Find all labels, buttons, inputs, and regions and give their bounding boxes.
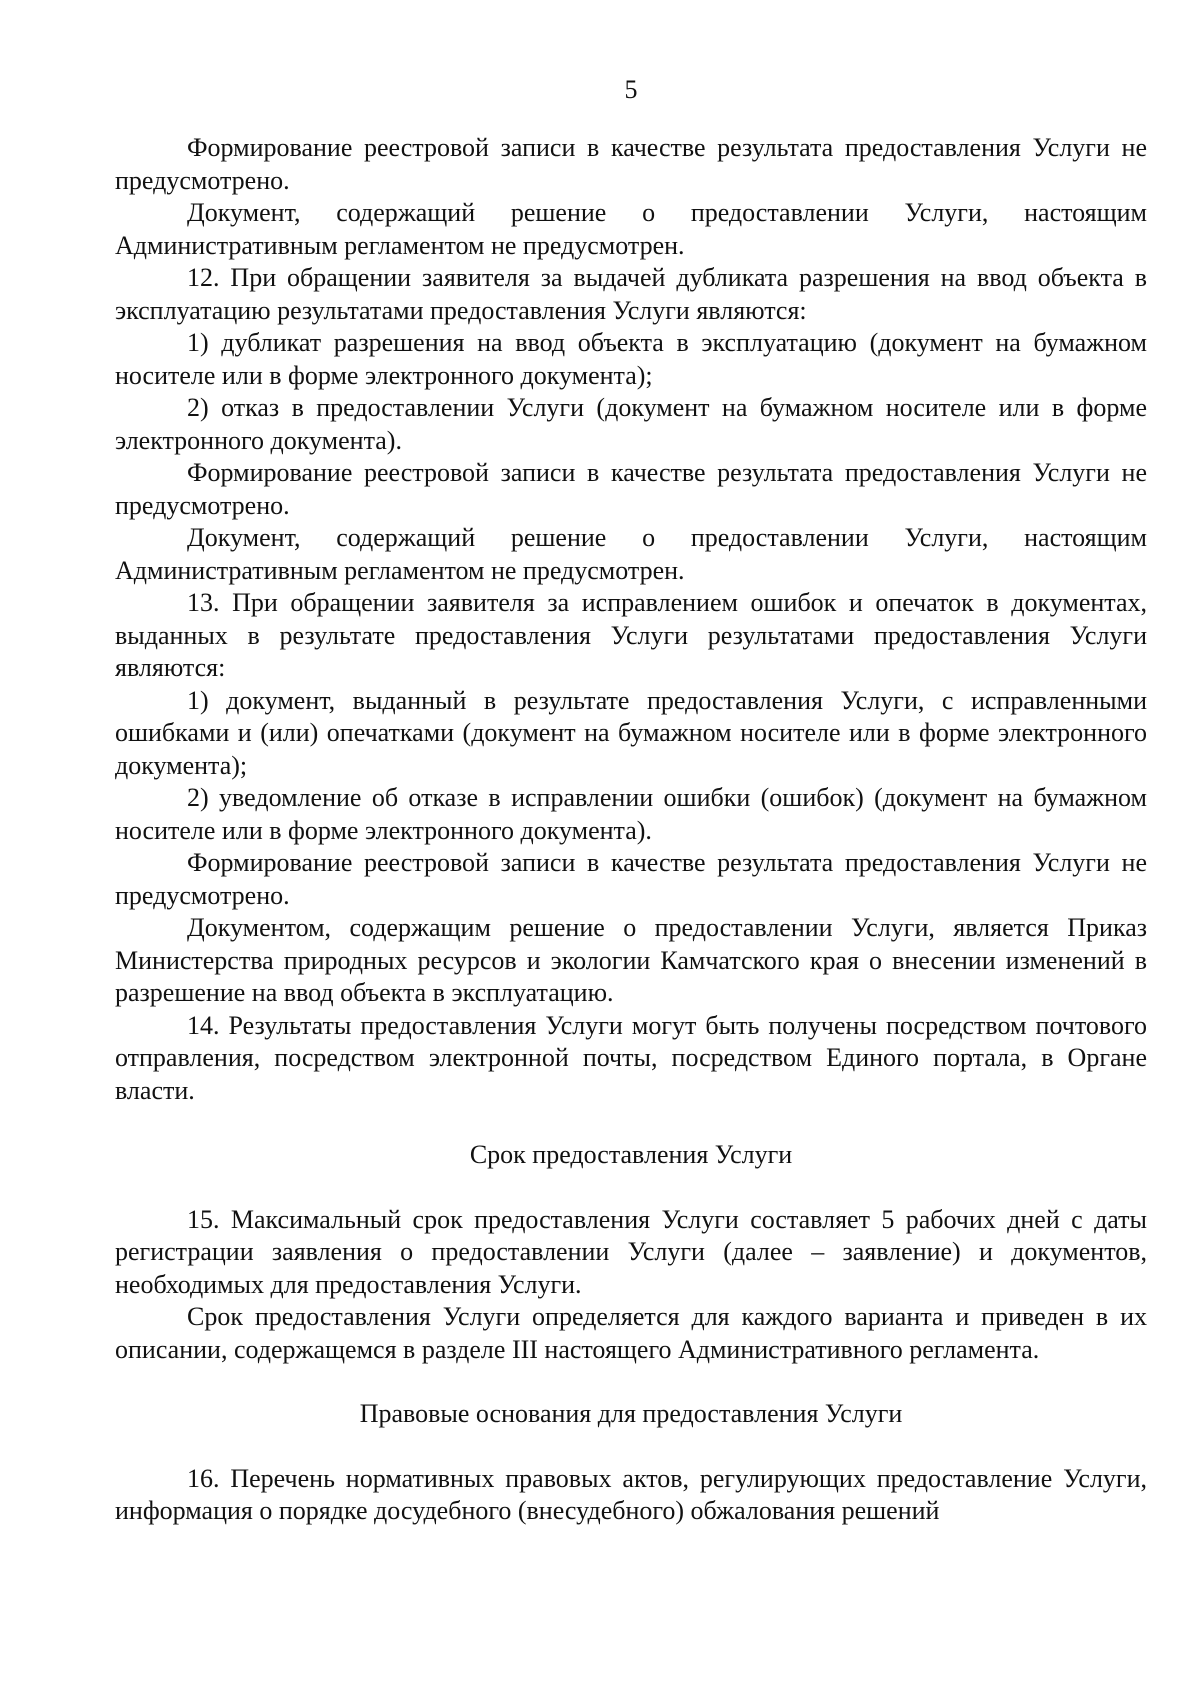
document-body: [115, 132, 1147, 1528]
list-item: 1) документ, выданный в результате предоставления Услуги, с исправленными ошибками и (или) опечатками (документ на бумажном носителе или в форме электронного документа);: [115, 685, 1147, 780]
section-heading: Правовые основания для предоставления Услуги: [359, 1399, 903, 1428]
page-number: 5: [624, 75, 638, 104]
paragraph: Документ, содержащий решение о предоставлении Услуги, настоящим Административным регламентом не предусмотрен.: [115, 523, 1147, 585]
paragraph: 14. Результаты предоставления Услуги могут быть получены посредством почтового отправления, посредством электронной почты, посредством Единого портала, в Органе власти.: [115, 1010, 1147, 1105]
paragraph: Формирование реестровой записи в качестве результата предоставления Услуги не предусмотрено.: [115, 133, 1147, 195]
paragraph: 12. При обращении заявителя за выдачей дубликата разрешения на ввод объекта в эксплуатацию результатами предоставления Услуги являются:: [115, 263, 1147, 325]
list-item: 1) дубликат разрешения на ввод объекта в эксплуатацию (документ на бумажном носителе или в форме электронного документа);: [115, 328, 1147, 390]
section-heading: Срок предоставления Услуги: [469, 1140, 793, 1169]
list-item: 2) отказ в предоставлении Услуги (документ на бумажном носителе или в форме электронного документа).: [115, 393, 1147, 455]
paragraph: Документ, содержащий решение о предоставлении Услуги, настоящим Административным регламентом не предусмотрен.: [115, 198, 1147, 260]
paragraph: Формирование реестровой записи в качестве результата предоставления Услуги не предусмотрено.: [115, 848, 1147, 910]
paragraph: Срок предоставления Услуги определяется для каждого варианта и приведен в их описании, содержащемся в разделе III настоящего Административного регламента.: [115, 1302, 1147, 1364]
paragraph: Формирование реестровой записи в качестве результата предоставления Услуги не предусмотрено.: [115, 458, 1147, 520]
paragraph: 16. Перечень нормативных правовых актов, регулирующих предоставление Услуги, информация о порядке досудебного (внесудебного) обжалования решений: [115, 1463, 1147, 1525]
paragraph: 15. Максимальный срок предоставления Услуги составляет 5 рабочих дней с даты регистрации заявления о предоставлении Услуги (далее – заявление) и документов, необходимых для предоставления Услуги.: [115, 1204, 1147, 1299]
paragraph: Документом, содержащим решение о предоставлении Услуги, является Приказ Министерства природных ресурсов и экологии Камчатского края о внесении изменений в разрешение на ввод объекта в эксплуатацию.: [115, 913, 1147, 1007]
paragraph: 13. При обращении заявителя за исправлением ошибок и опечаток в документах, выданных в результате предоставления Услуги результатами предоставления Услуги являются:: [115, 588, 1147, 682]
list-item: 2) уведомление об отказе в исправлении ошибки (ошибок) (документ на бумажном носителе или в форме электронного документа).: [115, 783, 1147, 845]
